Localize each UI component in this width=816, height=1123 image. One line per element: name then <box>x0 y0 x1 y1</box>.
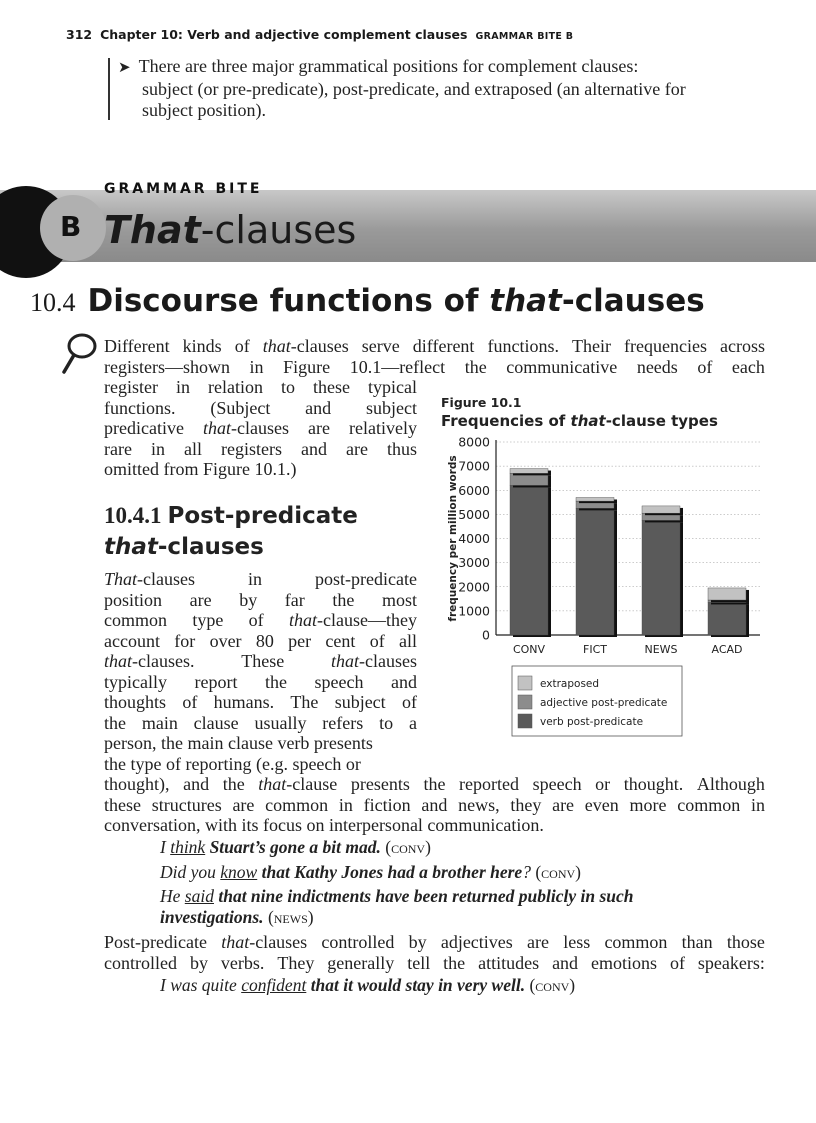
section-title: 10.4 Discourse functions of that-clauses <box>30 283 705 319</box>
bar-segment-acad <box>708 588 746 600</box>
legend-label: extraposed <box>540 678 600 690</box>
example-4: I was quite confident that it would stay in very well. (conv) <box>160 975 576 995</box>
legend-label: verb post-predicate <box>540 716 644 728</box>
arrow-bullet-icon: ➤ <box>118 60 131 76</box>
figure-title: Frequencies of that-clause types <box>441 412 718 430</box>
y-tick-label: 2000 <box>458 579 490 595</box>
y-tick-label: 7000 <box>458 458 490 474</box>
example-1: I think Stuart’s gone a bit mad. (conv) <box>160 837 431 857</box>
bar-segment-fict <box>576 497 614 501</box>
y-tick-label: 4000 <box>458 531 490 546</box>
intro-para-wide: Different kinds of that-clauses serve different functions. Their frequencies across registers—shown in Figure 10.1—reflect the communicative needs of each <box>104 336 765 377</box>
legend-swatch <box>518 714 532 728</box>
body-para-adjectives: Post-predicate that-clauses controlled by adjectives are less common than those controlled by verbs. They generally tell the attitudes and emotions of speakers: <box>104 932 765 973</box>
y-tick-label: 0 <box>482 627 490 643</box>
legend-swatch <box>518 676 532 690</box>
page-number: 312 <box>66 27 93 42</box>
x-tick-label: NEWS <box>644 643 678 656</box>
bite-letter: B <box>60 210 82 243</box>
summary-box: ➤ There are three major grammatical positions for complement clauses: subject (or pre-predicate), post-predicate, and extraposed (an alternative for subject position). <box>118 56 686 120</box>
x-tick-label: ACAD <box>711 643 743 656</box>
y-tick-label: 8000 <box>458 434 490 450</box>
y-tick-label: 1000 <box>458 603 490 619</box>
subsection-title: 10.4.1 Post-predicate that-clauses <box>104 503 358 560</box>
chapter-title: Chapter 10: Verb and adjective complement clauses <box>100 27 468 42</box>
bar-segment-acad <box>708 602 746 635</box>
grammar-bite-heading: GRAMMAR BITE <box>104 181 263 197</box>
frequency-bar-chart <box>436 430 766 740</box>
legend-swatch <box>518 695 532 709</box>
intro-para-narrow: register in relation to these typical functions. (Subject and subject predicative that-clauses are relatively rare in all registers and are thus omitted from Figure 10.1.) <box>104 377 417 479</box>
example-2: Did you know that Kathy Jones had a brother here? (conv) <box>160 862 582 882</box>
bar-segment-news <box>642 506 680 513</box>
y-tick-label: 3000 <box>458 555 490 571</box>
example-3-cont: investigations. (news) <box>160 907 314 927</box>
y-tick-label: 5000 <box>458 506 490 522</box>
grammar-bite-label: GRAMMAR BITE B <box>475 31 574 42</box>
grammar-bite-title: That-clauses <box>104 208 357 252</box>
bar-segment-conv <box>510 469 548 474</box>
y-tick-label: 6000 <box>458 482 490 498</box>
y-axis-label: frequency per million words <box>447 455 459 622</box>
running-header <box>66 27 573 42</box>
body-para-wide: thought), and the that-clause presents the reported speech or thought. Although these structures are common in fiction and news, they are even more common in conversation, with its focus on interpersonal communication. <box>104 774 765 835</box>
x-tick-label: CONV <box>512 643 546 656</box>
figure-label: Figure 10.1 <box>441 395 522 410</box>
legend-label: adjective post-predicate <box>540 697 668 709</box>
bar-segment-fict <box>576 508 614 635</box>
body-para-narrow: That-clauses in post-predicate position are by far the most common type of that-clause—they account for over 80 per cent of all that-clauses. These that-clauses typically report the speech and thoughts of humans. The subject of the main clause usually refers to a person, the main clause verb presents the type of reporting (e.g. speech or <box>104 569 417 774</box>
example-3: He said that nine indictments have been returned publicly in such <box>160 886 634 906</box>
bar-segment-conv <box>510 485 548 635</box>
bar-segment-news <box>642 520 680 635</box>
x-tick-label: FICT <box>583 643 607 656</box>
summary-rule <box>108 58 110 120</box>
magnifier-icon <box>58 332 98 374</box>
